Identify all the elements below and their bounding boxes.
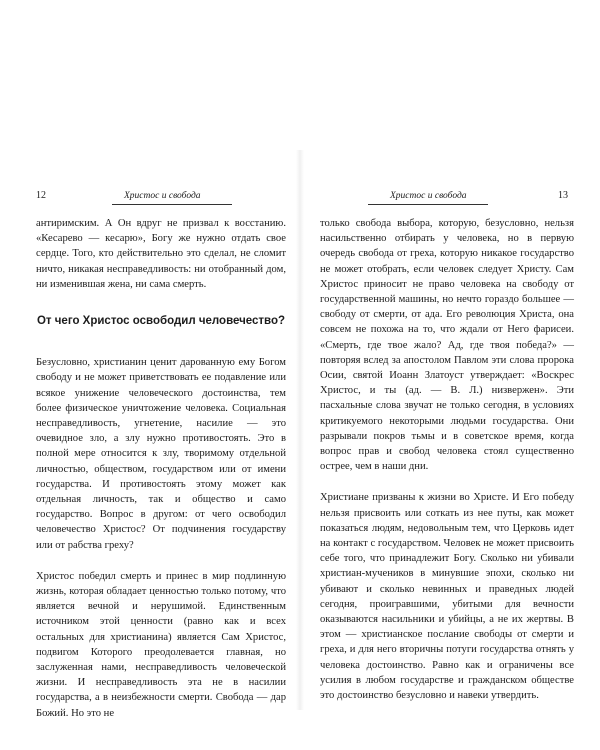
left-page-number: 12 xyxy=(36,190,46,201)
right-running-title: Христос и свобода xyxy=(390,191,467,201)
book-gutter xyxy=(296,150,304,710)
right-running-head xyxy=(320,190,574,204)
right-page-body xyxy=(320,216,574,703)
left-paragraph-2: Христос победил смерть и принес в мир подлинную жизнь, которая обладает ценностью только потому, что является вечной и нерушимой. Единственным источником этой ценности (равно как и всех остальных для христианина) является Сам Христос, подвигом Которого преодолевается главная, но заслуженная нами, несправедливость человеческой жизни. И несправедливость эта не в насилии государства, а в неизбежности смерти. Свобода — дар Божий. Но это не xyxy=(36,570,286,719)
left-opening-paragraph: антиримским. А Он вдруг не призвал к восстанию. «Кесарево — кесарю», Богу же нужно отдать свое сердце. Того, кто действительно это сделал, не сломит ничто, никакая несправедливость: ни отобранный дом, ни изменившая жена, ни сама смерть. xyxy=(36,218,286,290)
right-page-number: 13 xyxy=(558,190,568,201)
left-page-body xyxy=(36,216,286,721)
left-running-title: Христос и свобода xyxy=(124,191,201,201)
section-heading: От чего Христос освободил человечество? xyxy=(36,315,286,328)
right-page xyxy=(320,190,574,703)
left-header-rule xyxy=(112,204,232,205)
right-paragraph-1: только свобода выбора, которую, безусловно, нельзя насильственно отбирать у человека, но в первую очередь свобода от греха, которую никакое государство не может отобрать, если человек следует Христу. Сам Христос приносит не право человека на свободу от государственной машины, но нечто гораздо большее — свободу от смерти, от ада. Его революция Христа, она совсем не похожа на то, что ждали от Него фарисеи. «Смерть, где твое жало? Ад, где твоя победа?» — повторяя вслед за апостолом Павлом эти слова пророка Осии, святой Иоанн Златоуст утверждает: «Воскрес Христос, и ты (ад. — В. Л.) низвержен». Эти пасхальные слова звучат не только сегодня, в условиях критикуемого некоторыми людьми государства. Они разрывали покров тьмы и в советское время, когда вопрос прав и свобод человека стоял существенно острее, чем в наши дни. xyxy=(320,218,574,473)
left-running-head xyxy=(36,190,286,204)
left-paragraph-1: Безусловно, христианин ценит дарованную ему Богом свободу и не может приветствовать ее подавление или всякое унижение человеческого достоинства, тем более физическое уничтожение человека. Социальная несправедливость, угнетение, насилие — это очевидное зло, а злу нужно противостоять. Это в полной мере относится к злу, творимому отдельной личностью, обществом, государством или от имени государства. И противостоять этому может как отдельная личность, так и общество и само государство. Вопрос в другом: от чего освободил человечество Христос? От подчинения государству или от рабства греху? xyxy=(36,357,286,551)
right-paragraph-2: Христиане призваны к жизни во Христе. И Его победу нельзя присвоить или соткать из нее путы, как может показаться людям, недовольным тем, что Церковь идет на контакт с государством. Человек не может присвоить себе того, что принадлежит Богу. Сколько ни убивали христиан-мучеников в минувшие эпохи, сколько ни убивают и сколько невинных и праведных людей сегодня, проигравшими, убитыми для вечности оказываются насильники и убийцы, а не их жертвы. В этом — христианское послание свободы от смерти и греха, и для него вторичны потуги государства отнять у человека достоинство. Равно как и ограничены все усилия в любом государстве и гражданском обществе это достоинство безусловно и навеки утвердить. xyxy=(320,492,574,702)
left-page xyxy=(36,190,286,721)
right-header-rule xyxy=(368,204,488,205)
